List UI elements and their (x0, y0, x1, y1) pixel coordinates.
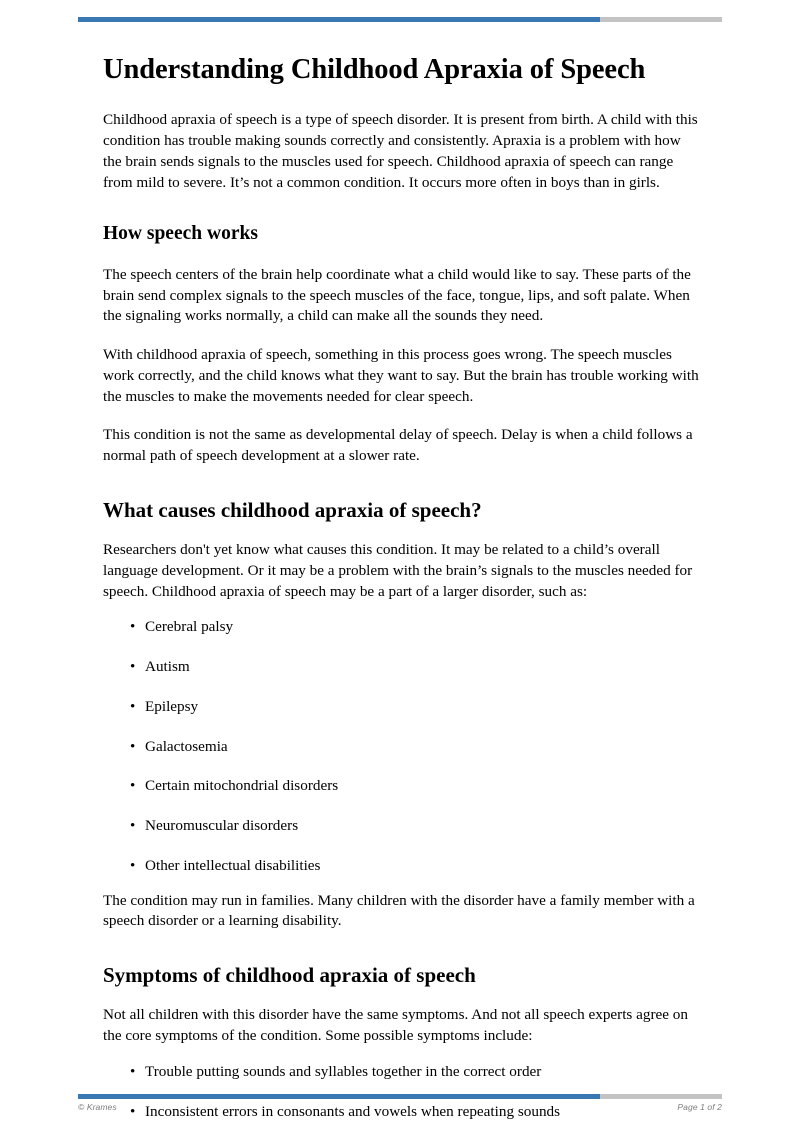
document-body (103, 52, 699, 1136)
list-item-label: Cerebral palsy (145, 618, 234, 636)
how-speech-works-paragraph-3: This condition is not the same as developmental delay of speech. Delay is when a child follows a normal path of speech development at a slower rate. (103, 426, 693, 465)
list-item-label: Epilepsy (145, 697, 199, 715)
footer-rule-blue-segment (78, 1094, 600, 1099)
section-heading-what-causes: What causes childhood apraxia of speech? (103, 497, 482, 522)
page-footer (78, 1102, 722, 1112)
symptoms-list (103, 1062, 699, 1123)
causes-list (103, 617, 699, 876)
bullet-icon: • (130, 697, 136, 715)
page-title: Understanding Childhood Apraxia of Speech (103, 54, 646, 85)
list-item-label: Neuromuscular disorders (145, 817, 299, 835)
list-item (103, 1062, 699, 1083)
list-item-label: Autism (145, 658, 190, 676)
bullet-icon: • (130, 1102, 136, 1120)
what-causes-paragraph-2: The condition may run in families. Many children with the disorder have a family member with a speech disorder or a learning disability. (103, 891, 695, 930)
how-speech-works-paragraph-2: With childhood apraxia of speech, something in this process goes wrong. The speech muscles work correctly, and the child knows what they want to say. But the brain has trouble working with the muscles to make the movements needed for clear speech. (103, 346, 699, 405)
list-item (103, 816, 699, 837)
header-rule (78, 17, 722, 22)
list-item-label: Other intellectual disabilities (145, 856, 321, 874)
bullet-icon: • (130, 737, 136, 755)
symptoms-paragraph-1: Not all children with this disorder have the same symptoms. And not all speech experts agree on the core symptoms of the condition. Some possible symptoms include: (103, 1006, 688, 1045)
bullet-icon: • (130, 817, 136, 835)
list-item-label: Trouble putting sounds and syllables together in the correct order (145, 1062, 542, 1080)
list-item (103, 657, 699, 678)
footer-rule (78, 1094, 722, 1099)
how-speech-works-paragraph-1: The speech centers of the brain help coordinate what a child would like to say. These parts of the brain send complex signals to the speech muscles of the face, tongue, lips, and soft palate. When the signaling works normally, a child can make all the sounds they need. (103, 265, 691, 325)
intro-paragraph: Childhood apraxia of speech is a type of speech disorder. It is present from birth. A child with this condition has trouble making sounds correctly and consistently. Apraxia is a problem with how the brain sends signals to the muscles used for speech. Childhood apraxia of speech can range from mild to severe. It’s not a common condition. It occurs more often in boys than in girls. (103, 111, 698, 191)
list-item-label: Certain mitochondrial disorders (145, 777, 339, 795)
list-item-label: Galactosemia (145, 737, 228, 755)
bullet-icon: • (130, 856, 136, 874)
bullet-icon: • (130, 777, 136, 795)
bullet-icon: • (130, 658, 136, 676)
list-item (103, 856, 699, 877)
page-number-indicator: Page 1 of 2 (677, 1102, 722, 1112)
bullet-icon: • (130, 618, 136, 636)
copyright-notice: © Krames (78, 1102, 117, 1112)
what-causes-paragraph-1: Researchers don't yet know what causes this condition. It may be related to a child’s overall language development. Or it may be a problem with the brain’s signals to the muscles needed for speech. Childhood apraxia of speech may be a part of a larger disorder, such as: (103, 541, 693, 600)
list-item (103, 776, 699, 797)
section-heading-how-speech-works: How speech works (103, 223, 258, 245)
list-item (103, 617, 699, 638)
header-rule-gray-segment (600, 17, 722, 22)
bullet-icon: • (130, 1062, 136, 1080)
list-item-label: Inconsistent errors in consonants and vowels when repeating sounds (145, 1102, 561, 1120)
header-rule-blue-segment (78, 17, 600, 22)
section-heading-symptoms: Symptoms of childhood apraxia of speech (103, 963, 476, 988)
list-item (103, 737, 699, 758)
footer-rule-gray-segment (600, 1094, 722, 1099)
list-item (103, 697, 699, 718)
